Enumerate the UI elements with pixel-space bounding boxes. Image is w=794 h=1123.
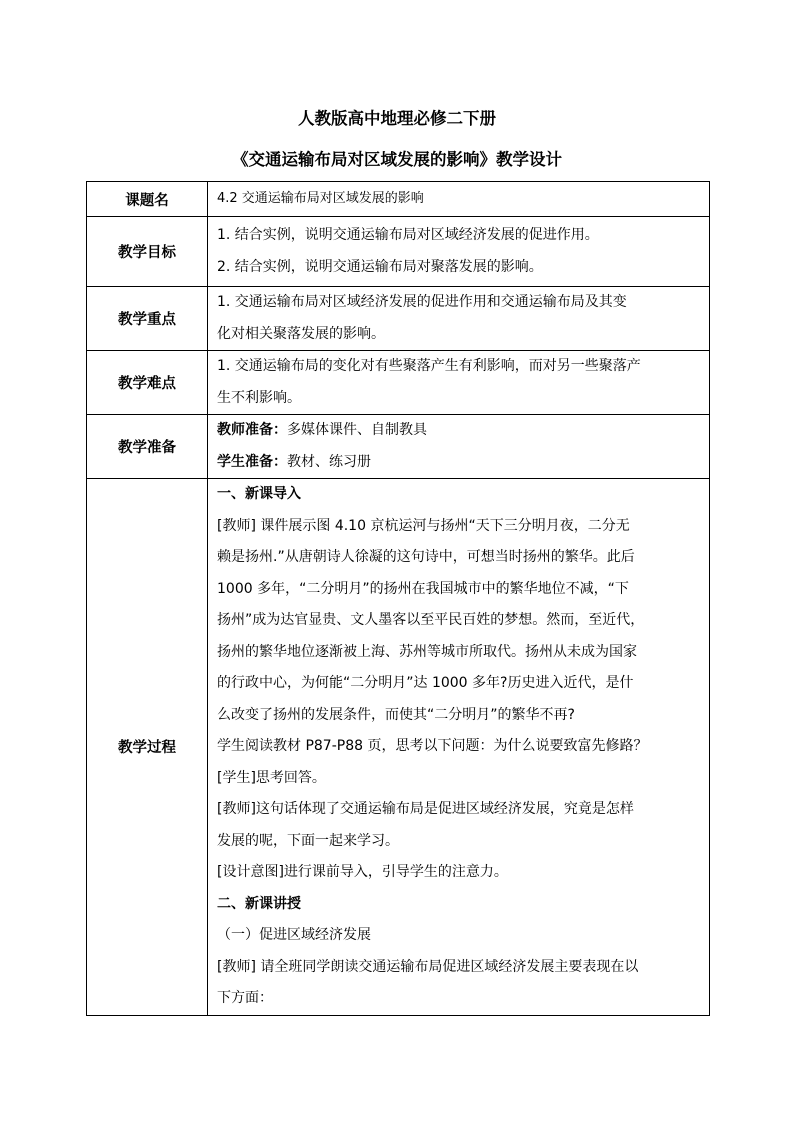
process-line: [教师] 请全班同学朗读交通运输布局促进区域经济发展主要表现在以 bbox=[217, 958, 639, 975]
process-line: 1000 多年，“二分明月”的扬州在我国城市中的繁华地位不减，“下 bbox=[217, 580, 629, 597]
document-subtitle: 《交通运输布局对区域发展的影响》教学设计 bbox=[232, 150, 562, 169]
goal-item: 1. 结合实例，说明交通运输布局对区域经济发展的促进作用。 bbox=[217, 227, 599, 243]
key-point-line: 1. 交通运输布局对区域经济发展的促进作用和交通运输布局及其变 bbox=[217, 294, 627, 310]
row-difficulties bbox=[87, 351, 710, 415]
process-line: 的行政中心，为何能“二分明月”达 1000 多年?历史进入近代，是什 bbox=[217, 675, 634, 691]
document-title: 人教版高中地理必修二下册 bbox=[298, 109, 496, 128]
key-point-line: 化对相关聚落发展的影响。 bbox=[217, 325, 385, 342]
difficulties-cell bbox=[208, 351, 710, 415]
process-line: （一）促进区域经济发展 bbox=[217, 927, 371, 943]
row-goals bbox=[87, 217, 710, 287]
teacher-preparation-value: 多媒体课件、自制教具 bbox=[287, 422, 427, 438]
process-line: 下方面： bbox=[217, 990, 273, 1006]
goal-item: 2. 结合实例，说明交通运输布局对聚落发展的影响。 bbox=[217, 258, 543, 275]
process-label: 教学过程 bbox=[87, 479, 208, 1016]
teacher-preparation-label: 教师准备： bbox=[217, 422, 287, 438]
student-preparation-value: 教材、练习册 bbox=[287, 453, 371, 470]
process-line: 赖是扬州.”从唐朝诗人徐凝的这句诗中，可想当时扬州的繁华。此后 bbox=[217, 549, 635, 565]
difficulty-line: 生不利影响。 bbox=[217, 389, 301, 406]
process-line: 扬州的繁华地位逐渐被上海、苏州等城市所取代。扬州从未成为国家 bbox=[217, 643, 637, 660]
key-points-cell bbox=[208, 287, 710, 351]
difficulties-label: 教学难点 bbox=[87, 351, 208, 415]
preparation-label: 教学准备 bbox=[87, 415, 208, 479]
process-line: 么改变了扬州的发展条件，而使其“二分明月”的繁华不再? bbox=[217, 706, 575, 723]
row-process bbox=[87, 479, 710, 1016]
process-line: [设计意图]进行课前导入，引导学生的注意力。 bbox=[217, 864, 508, 880]
process-line: [教师] 课件展示图 4.10 京杭运河与扬州“天下三分明月夜，二分无 bbox=[217, 517, 630, 534]
process-line: 扬州”成为达官显贵、文人墨客以至平民百姓的梦想。然而，至近代， bbox=[217, 612, 645, 628]
section-heading: 二、新课讲授 bbox=[217, 895, 301, 912]
row-key-points bbox=[87, 287, 710, 351]
topic-value: 4.2 交通运输布局对区域发展的影响 bbox=[217, 191, 424, 206]
process-line: 学生阅读教材 P87-P88 页，思考以下问题：为什么说要致富先修路？ bbox=[217, 738, 648, 754]
process-line: [学生]思考回答。 bbox=[217, 769, 326, 786]
lesson-plan-table bbox=[86, 181, 710, 1016]
goals-cell bbox=[208, 217, 710, 287]
student-preparation-label: 学生准备： bbox=[217, 453, 287, 470]
row-preparation bbox=[87, 415, 710, 479]
process-line: [教师]这句话体现了交通运输布局是促进区域经济发展，究竟是怎样 bbox=[217, 801, 634, 817]
student-preparation bbox=[217, 447, 703, 479]
goals-label: 教学目标 bbox=[87, 217, 208, 287]
preparation-cell bbox=[208, 415, 710, 479]
process-cell bbox=[208, 479, 710, 1016]
topic-cell bbox=[208, 182, 710, 217]
difficulty-line: 1. 交通运输布局的变化对有些聚落产生有利影响，而对另一些聚落产 bbox=[217, 358, 641, 374]
teacher-preparation bbox=[217, 415, 703, 447]
key-points-label: 教学重点 bbox=[87, 287, 208, 351]
row-topic bbox=[87, 182, 710, 217]
topic-label: 课题名 bbox=[87, 182, 208, 217]
process-line: 发展的呢，下面一起来学习。 bbox=[217, 832, 399, 849]
section-heading: 一、新课导入 bbox=[217, 486, 301, 502]
